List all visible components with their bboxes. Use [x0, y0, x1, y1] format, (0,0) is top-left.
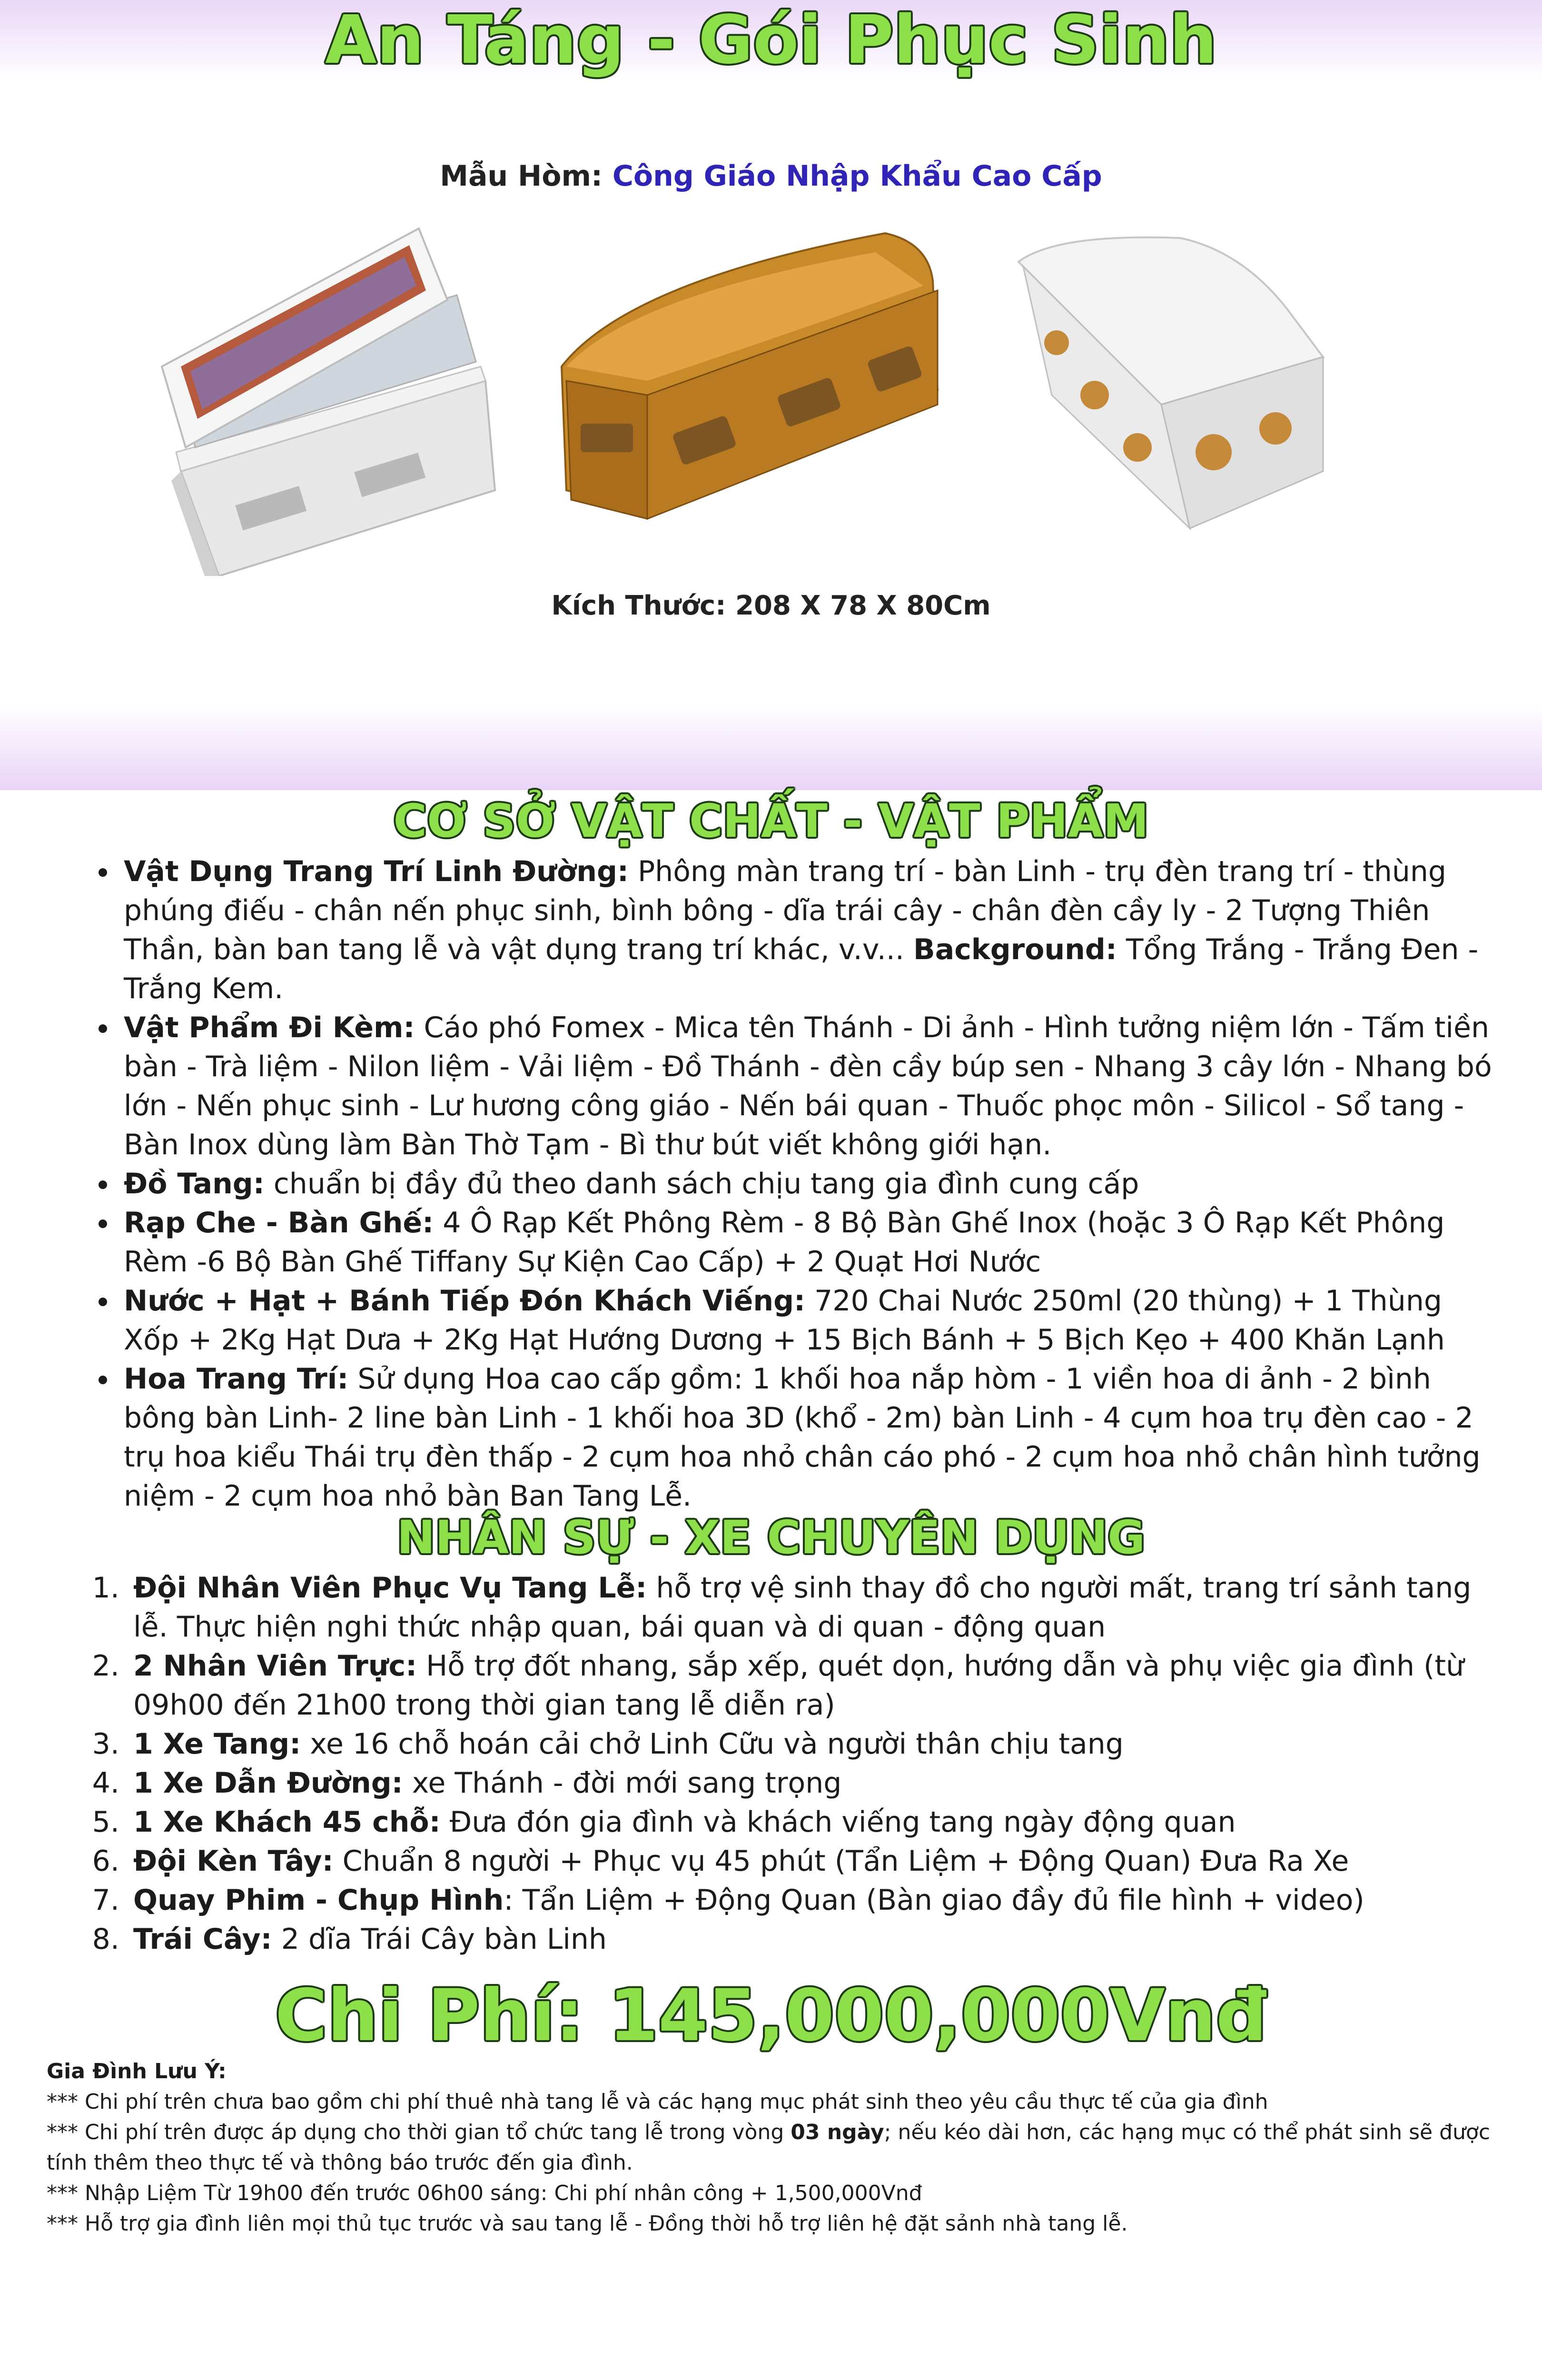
list-item: 7. Quay Phim - Chụp Hình: Tẩn Liệm + Động Quan (Bàn giao đầy đủ file hình + video) [128, 1881, 1509, 1920]
section1-heading: CƠ SỞ VẬT CHẤT - VẬT PHẨM [393, 794, 1149, 848]
facilities-list [90, 852, 1499, 1516]
notes-heading: Gia Đình Lưu Ý: [47, 2059, 227, 2083]
list-item: 2. 2 Nhân Viên Trực: Hỗ trợ đốt nhang, sắp xếp, quét dọn, hướng dẫn và phụ việc gia đình (từ 09h00 đến 21h00 trong thời gian tang lễ diễn ra) [128, 1646, 1509, 1725]
list-item: • Vật Phẩm Đi Kèm: Cáo phó Fomex - Mica tên Thánh - Di ảnh - Hình tưởng niệm lớn - Tấm tiền bàn - Trà liệm - Nilon liệm - Vải liệm - Đồ Thánh - đèn cầy búp sen - Nhang 3 cây lớn - Nhang bó lớn - Nến phục sinh - Lư hương công giáo - Nến bái quan - Thuốc phọc môn - Silicol - Sổ tang - Bàn Inox dùng làm Bàn Thờ Tạm - Bì thư bút viết không giới hạn. [119, 1008, 1499, 1164]
section2-heading: NHÂN SỰ - XE CHUYÊN DỤNG [396, 1511, 1146, 1564]
page-title: An Táng - Gói Phục Sinh [325, 1, 1217, 79]
list-item: • Vật Dụng Trang Trí Linh Đường: Phông màn trang trí - bàn Linh - trụ đèn trang trí - thùng phúng điếu - chân nến phục sinh, bình bông - dĩa trái cây - chân đèn cầy ly - 2 Tượng Thiên Thần, bàn ban tang lễ và vật dụng trang trí khác, v.v... Background: Tổng Trắng - Trắng Đen - Trắng Kem. [119, 852, 1499, 1008]
price-heading: Chi Phí: 145,000,000Vnđ [275, 1974, 1267, 2057]
list-item: 3. 1 Xe Tang: xe 16 chỗ hoán cải chở Linh Cữu và người thân chịu tang [128, 1725, 1509, 1764]
list-item: • Hoa Trang Trí: Sử dụng Hoa cao cấp gồm: 1 khối hoa nắp hòm - 1 viền hoa di ảnh - 2 bình bông bàn Linh- 2 line bàn Linh - 1 khối hoa 3D (khổ - 2m) bàn Linh - 4 cụm hoa trụ đèn cao - 2 trụ hoa kiểu Thái trụ đèn thấp - 2 cụm hoa nhỏ chân cáo phó - 2 cụm hoa nhỏ chân hình tưởng niệm - 2 cụm hoa nhỏ bàn Ban Tang Lễ. [119, 1359, 1499, 1516]
list-item: • Nước + Hạt + Bánh Tiếp Đón Khách Viếng: 720 Chai Nước 250ml (20 thùng) + 1 Thùng Xốp + 2Kg Hạt Dưa + 2Kg Hạt Hướng Dương + 15 Bịch Bánh + 5 Bịch Kẹo + 400 Khăn Lạnh [119, 1281, 1499, 1359]
coffin-images [152, 224, 1390, 576]
list-item: 5. 1 Xe Khách 45 chỗ: Đưa đón gia đình và khách viếng tang ngày động quan [128, 1803, 1509, 1842]
list-item: 8. Trái Cây: 2 dĩa Trái Cây bàn Linh [128, 1920, 1509, 1959]
model-value: Công Giáo Nhập Khẩu Cao Cấp [612, 159, 1102, 193]
list-item: • Đồ Tang: chuẩn bị đầy đủ theo danh sách chịu tang gia đình cung cấp [119, 1164, 1499, 1203]
note-line: *** Hỗ trợ gia đình liên mọi thủ tục trước và sau tang lễ - Đồng thời hỗ trợ liên hệ đặt sảnh nhà tang lễ. [47, 2211, 1128, 2236]
list-item: 4. 1 Xe Dẫn Đường: xe Thánh - đời mới sang trọng [128, 1764, 1509, 1803]
note-line: *** Nhập Liệm Từ 19h00 đến trước 06h00 sáng: Chi phí nhân công + 1,500,000Vnđ [47, 2181, 922, 2205]
coffin-white-closed-image [1018, 238, 1323, 528]
family-notes [47, 2056, 1498, 2239]
list-item: • Rạp Che - Bàn Ghế: 4 Ô Rạp Kết Phông Rèm - 8 Bộ Bàn Ghế Inox (hoặc 3 Ô Rạp Kết Phông Rèm -6 Bộ Bàn Ghế Tiffany Sự Kiện Cao Cấp) + 2 Quạt Hơi Nước [119, 1203, 1499, 1281]
size-value: 208 X 78 X 80Cm [735, 590, 991, 621]
list-item: 1. Đội Nhân Viên Phục Vụ Tang Lễ: hỗ trợ vệ sinh thay đồ cho người mất, trang trí sảnh tang lễ. Thực hiện nghi thức nhập quan, bái quan và di quan - động quan [128, 1568, 1509, 1646]
staff-vehicle-list [90, 1568, 1509, 1959]
model-label: Mẫu Hòm: [440, 159, 603, 193]
note-line: *** Chi phí trên được áp dụng cho thời gian tổ chức tang lễ trong vòng 03 ngày; nếu kéo dài hơn, các hạng mục có thể phát sinh sẽ được tính thêm theo thực tế và thông báo trước đến gia đình. [47, 2120, 1491, 2175]
list-item: 6. Đội Kèn Tây: Chuẩn 8 người + Phục vụ 45 phút (Tẩn Liệm + Động Quan) Đưa Ra Xe [128, 1842, 1509, 1881]
size-label: Kích Thước: [551, 590, 726, 621]
coffin-size-line [0, 590, 1542, 621]
coffin-white-open-image [162, 228, 495, 576]
coffin-model-line [0, 159, 1542, 193]
note-line: *** Chi phí trên chưa bao gồm chi phí thuê nhà tang lễ và các hạng mục phát sinh theo yêu cầu thực tế của gia đình [47, 2090, 1268, 2114]
coffin-wooden-image [562, 233, 938, 519]
mid-gradient-band [0, 704, 1542, 790]
